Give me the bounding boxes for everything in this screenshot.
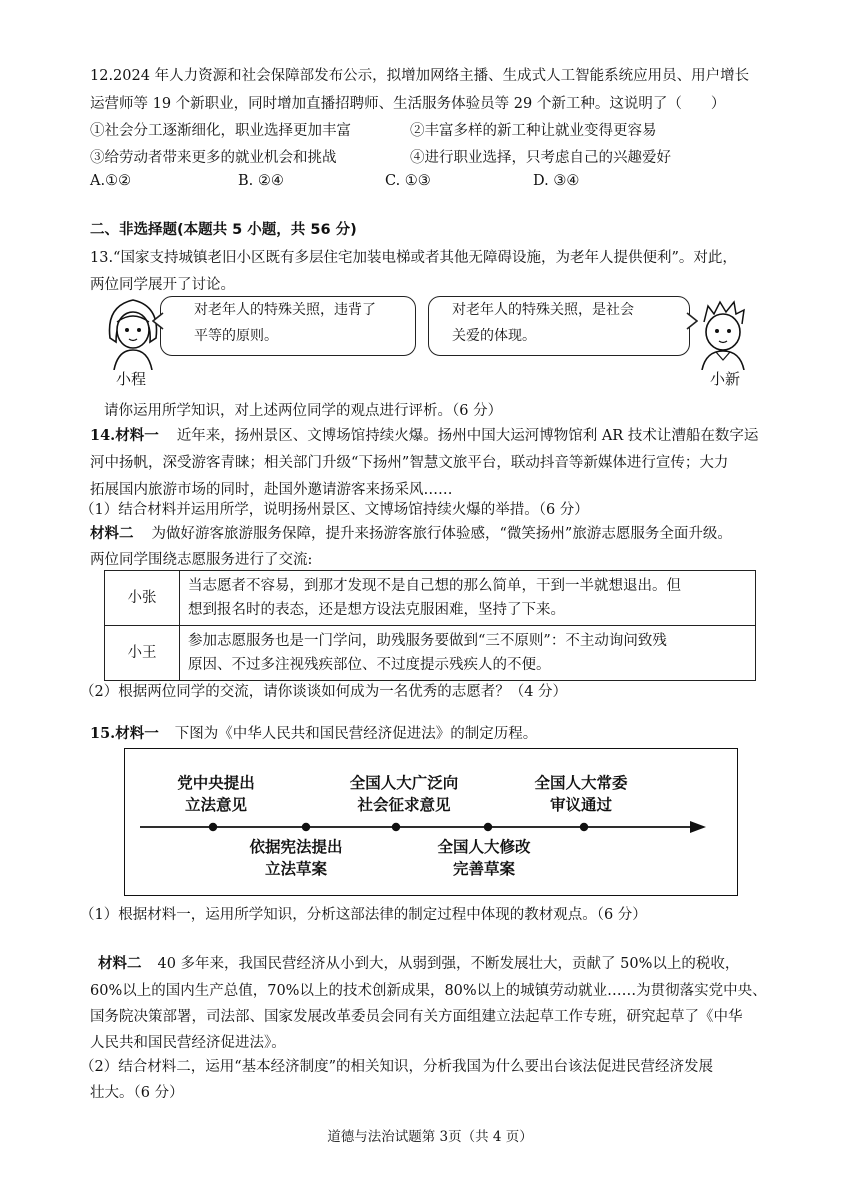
q15-material1-label: 15.材料一 bbox=[90, 725, 159, 742]
q14-question-1: （1）结合材料并运用所学，说明扬州景区、文博场馆持续火爆的举措。（6 分） bbox=[80, 502, 589, 518]
q12-choice-c: C. ①③ bbox=[385, 173, 431, 189]
right-bubble-tail-icon bbox=[686, 312, 698, 330]
timeline-step-1-line1: 党中央提出 bbox=[177, 774, 255, 792]
table-cell-name: 小张 bbox=[105, 571, 180, 626]
q12-choice-d: D. ③④ bbox=[533, 173, 580, 189]
speaker-right-name: 小新 bbox=[710, 370, 741, 388]
volunteer-table bbox=[104, 570, 756, 681]
q15-material1-text: 下图为《中华人民共和国民营经济促进法》的制定历程。 bbox=[174, 726, 538, 742]
timeline-step-2-line1: 依据宪法提出 bbox=[249, 838, 343, 856]
timeline-step-5-line2: 审议通过 bbox=[549, 796, 612, 814]
q13-stem-line1: 13.“国家支持城镇老旧小区既有多层住宅加装电梯或者其他无障碍设施，为老年人提供便利”。对此， bbox=[90, 250, 737, 266]
q13-task: 请你运用所学知识，对上述两位同学的观点进行评析。（6 分） bbox=[104, 403, 503, 419]
girl-figure-icon bbox=[100, 292, 166, 370]
table-cell-line: 参加志愿服务也是一门学问，助残服务要做到“三不原则”：不主动询问致残 bbox=[188, 633, 667, 649]
q12-option-4: ④进行职业选择，只考虑自己的兴趣爱好 bbox=[410, 150, 671, 166]
right-bubble-text-2: 关爱的体现。 bbox=[452, 328, 536, 344]
q15-material2-line2: 60%以上的国内生产总值，70%以上的技术创新成果，80%以上的城镇劳动就业……为贯彻落实党中央、 bbox=[90, 983, 767, 999]
q14-material1-line2: 河中扬帆，深受游客青睐；相关部门升级“下扬州”智慧文旅平台，联动抖音等新媒体进行宣传；大力 bbox=[90, 455, 729, 471]
q14-material2-line1: 为做好游客旅游服务保障，提升来扬游客旅行体验感，“微笑扬州”旅游志愿服务全面升级。 bbox=[151, 526, 732, 542]
q15-material2-line1: 40 多年来，我国民营经济从小到大，从弱到强，不断发展壮大，贡献了 50%以上的税收， bbox=[157, 956, 740, 972]
table-cell-content bbox=[180, 571, 756, 626]
timeline-step-2-line2: 立法草案 bbox=[264, 860, 327, 878]
q14-question-2: （2）根据两位同学的交流，请你谈谈如何成为一名优秀的志愿者？（4 分） bbox=[80, 684, 568, 700]
q15-question-2-line1: （2）结合材料二，运用“基本经济制度”的相关知识，分析我国为什么要出台该法促进民营经济发展 bbox=[80, 1059, 714, 1075]
page-footer: 道德与法治试题第 3页（共 4 页） bbox=[327, 1129, 533, 1145]
q15-material2-label: 材料二 bbox=[98, 955, 142, 972]
q14-material2-line2: 两位同学围绕志愿服务进行了交流: bbox=[90, 552, 313, 568]
q14-material1-line3: 拓展国内旅游市场的同时，赴国外邀请游客来扬采风…… bbox=[90, 482, 453, 498]
table-cell-content bbox=[180, 626, 756, 681]
q12-option-1: ①社会分工逐渐细化，职业选择更加丰富 bbox=[90, 123, 351, 139]
timeline-step-3-line2: 社会征求意见 bbox=[357, 796, 451, 814]
table-cell-line: 当志愿者不容易，到那才发现不是自己想的那么简单，干到一半就想退出。但 bbox=[188, 578, 681, 594]
timeline-step-3-line1: 全国人大广泛向 bbox=[349, 774, 459, 792]
timeline-step-1-line2: 立法意见 bbox=[184, 796, 247, 814]
table-row bbox=[105, 571, 756, 626]
table-cell-line: 想到报名时的表态，还是想方设法克服困难，坚持了下来。 bbox=[188, 602, 565, 618]
table-cell-line: 原因、不过多注视残疾部位、不过度提示残疾人的不便。 bbox=[188, 657, 551, 673]
left-bubble-tail-icon bbox=[152, 312, 164, 330]
q12-stem-line1: 12.2024 年人力资源和社会保障部发布公示，拟增加网络主播、生成式人工智能系统应用员、用户增长 bbox=[90, 68, 750, 84]
section-2-title: 二、非选择题(本题共 5 小题，共 56 分) bbox=[90, 222, 357, 238]
timeline-step-4-line1: 全国人大修改 bbox=[437, 838, 531, 856]
speaker-left-name: 小程 bbox=[116, 370, 147, 388]
timeline-step-4-line2: 完善草案 bbox=[452, 860, 515, 878]
q12-stem-line2: 运营师等 19 个新职业，同时增加直播招聘师、生活服务体验员等 29 个新工种。这说明了（ ） bbox=[90, 96, 726, 112]
timeline-step-5-line1: 全国人大常委 bbox=[534, 774, 628, 792]
q15-question-2-line2: 壮大。（6 分） bbox=[90, 1085, 184, 1101]
q12-choice-b: B. ②④ bbox=[238, 173, 284, 189]
table-row bbox=[105, 626, 756, 681]
boy-figure-icon bbox=[690, 292, 756, 370]
q14-material1-label: 14.材料一 bbox=[90, 427, 159, 444]
q12-option-3: ③给劳动者带来更多的就业机会和挑战 bbox=[90, 150, 337, 166]
table-cell-name: 小王 bbox=[105, 626, 180, 681]
q15-question-1: （1）根据材料一，运用所学知识，分析这部法律的制定过程中体现的教材观点。（6 分） bbox=[80, 907, 647, 923]
left-bubble-text-2: 平等的原则。 bbox=[194, 328, 278, 344]
q14-material2-label: 材料二 bbox=[90, 525, 134, 542]
q15-material2-line4: 人民共和国民营经济促进法》。 bbox=[90, 1035, 286, 1051]
q14-material1-line1: 近年来，扬州景区、文博场馆持续火爆。扬州中国大运河博物馆利 AR 技术让漕船在数字运 bbox=[176, 428, 759, 444]
q15-material2-line3: 国务院决策部署，司法部、国家发展改革委员会同有关方面组建立法起草工作专班，研究起草了《中华 bbox=[90, 1009, 743, 1025]
left-bubble-text-1: 对老年人的特殊关照，违背了 bbox=[194, 302, 376, 318]
q12-option-2: ②丰富多样的新工种让就业变得更容易 bbox=[410, 123, 657, 139]
q13-stem-line2: 两位同学展开了讨论。 bbox=[90, 277, 235, 293]
q12-choice-a: A.①② bbox=[90, 173, 132, 189]
right-bubble-text-1: 对老年人的特殊关照，是社会 bbox=[452, 302, 634, 318]
